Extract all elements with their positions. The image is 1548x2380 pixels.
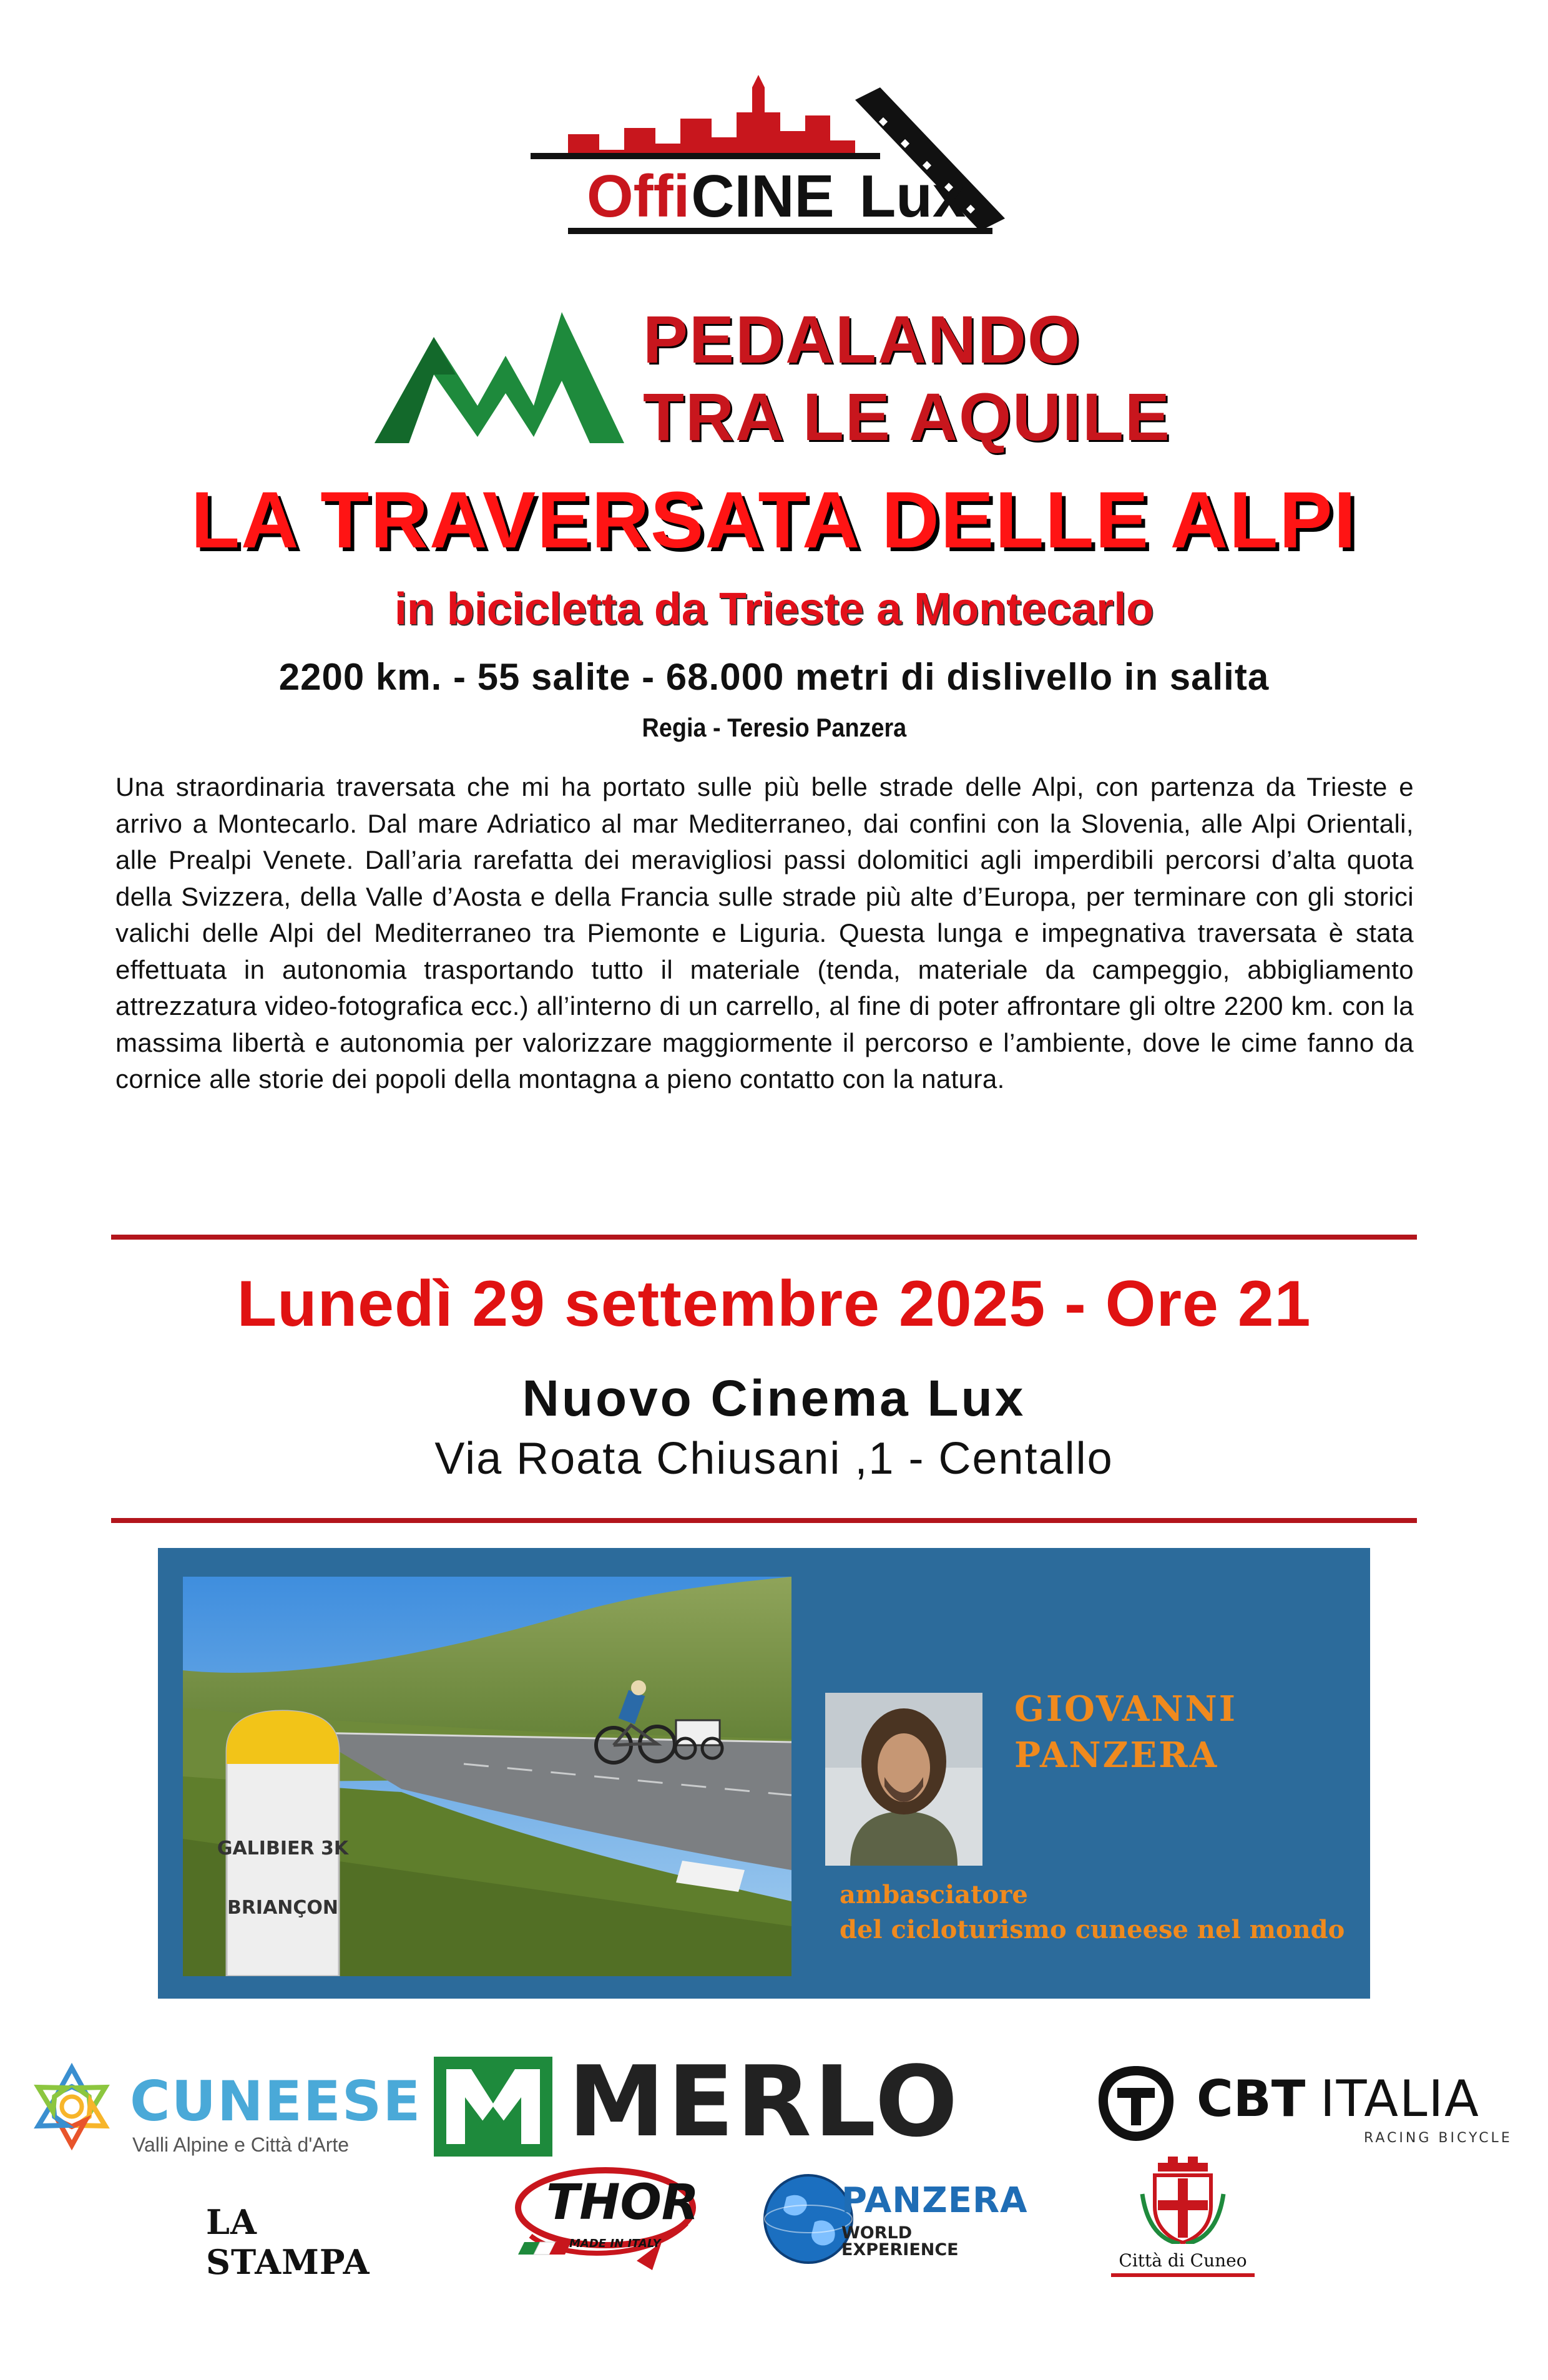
subtitle: in bicicletta da Trieste a Montecarlo — [394, 584, 1154, 634]
sponsor-la-stampa — [206, 2202, 418, 2282]
italia-wordmark: ITALIA — [1320, 2070, 1480, 2128]
cbt-wordmark: CBT — [1197, 2070, 1306, 2128]
brand-officine: Offi — [587, 163, 690, 230]
venue-address: Via Roata Chiusani ,1 - Centallo — [434, 1434, 1114, 1484]
city-coat-of-arms-icon — [1139, 2157, 1227, 2244]
panzera-wordmark: PANZERA — [841, 2180, 1028, 2221]
alpine-road-illustration — [183, 1577, 791, 1976]
portrait-photo — [825, 1693, 982, 1866]
person-portrait-illustration — [825, 1693, 982, 1866]
divider-top — [111, 1235, 1417, 1240]
cuneese-wordmark: CUNEESE — [130, 2069, 422, 2133]
mandala-flower-icon — [25, 2060, 119, 2153]
cbt-shield-icon — [1095, 2063, 1177, 2144]
description: Una straordinaria traversata che mi ha portato sulle più belle strade delle Alpi, con partenza da Trieste e arrivo a Montecarlo. Dal mare Adriatico al mar Mediterraneo, dai confini con la Slovenia, alle Alpi Orientali, alle Prealpi Venete. Dall’aria rarefatta dei meravigliosi passi dolomitici agli imperdibili percorsi d’alta quota della Svizzera, della Valle d’Aosta e della Francia sulle strade più alte d’Europa, per terminare con gli storici valichi delle Alpi del Mediterraneo tra Piemonte e Liguria. Questa lunga e impegnativa traversata è stata effettuata in autonomia trasportando tutto il materiale (tenda, materiale da campeggio, abbigliamento attrezzatura video-fotografica ecc.) all’interno di un carrello, al fine di poter affrontare gli oltre 2200 km. con la massima libertà e autonomia per valorizzare maggiormente il percorso e l’ambiente, dove le cime fanno da cornice alle storie dei popoli della montagna a pieno contatto con la natura. — [115, 772, 1414, 1094]
promo-panel — [158, 1548, 1370, 1999]
film-logo — [375, 300, 1186, 456]
event-datetime: Lunedì 29 settembre 2025 - Ore 21 — [237, 1268, 1311, 1340]
sponsor-citta-di-cuneo — [1105, 2157, 1261, 2285]
person-role-line1: ambasciatore — [840, 1880, 1028, 1909]
sponsor-cbt-italia — [1095, 2063, 1526, 2144]
milestone-line1: GALIBIER 3K — [217, 1838, 349, 1859]
trip-stats: 2200 km. - 55 salite - 68.000 metri di dislivello in salita — [278, 656, 1270, 698]
mountain-icon — [375, 312, 624, 443]
sponsor-thor — [512, 2161, 699, 2273]
page-title: LA TRAVERSATA DELLE ALPI — [190, 476, 1358, 565]
thor-tagline: MADE IN ITALY — [569, 2237, 661, 2250]
cuneese-tagline: Valli Alpine e Città d'Arte — [132, 2133, 350, 2156]
director-credit-text: Regia - Teresio Panzera — [642, 713, 906, 742]
brand-lux: Lux — [859, 163, 966, 230]
panzera-tagline: WORLD EXPERIENCE — [841, 2223, 959, 2260]
film-logo-line2: TRA LE AQUILE — [643, 379, 1171, 454]
sponsor-cuneese — [25, 2054, 422, 2166]
venue-name: Nuovo Cinema Lux — [522, 1370, 1026, 1427]
person-name-line1: GIOVANNI — [1014, 1688, 1237, 1730]
thor-wordmark: THOR — [546, 2175, 699, 2231]
cbt-tagline: RACING BICYCLE — [1364, 2130, 1512, 2146]
sponsor-panzera — [762, 2172, 1028, 2266]
merlo-mark-icon — [434, 2057, 559, 2157]
divider-bottom — [111, 1518, 1417, 1523]
cyclist-photo — [183, 1577, 791, 1976]
brand-cine: CINE — [691, 163, 835, 230]
cuneo-label: Città di Cuneo — [1111, 2250, 1255, 2277]
officine-lux-logo — [531, 75, 1017, 243]
director-credit — [0, 713, 1548, 743]
person-name-line2: PANZERA — [1014, 1735, 1219, 1776]
lastampa-wordmark: LA STAMPA — [206, 2202, 370, 2282]
merlo-wordmark: MERLO — [568, 2045, 961, 2158]
film-logo-line1: PEDALANDO — [643, 301, 1082, 377]
sponsor-merlo — [434, 2045, 1014, 2158]
person-role-line2: del cicloturismo cuneese nel mondo — [840, 1915, 1345, 1944]
milestone-line2: BRIANÇON — [227, 1897, 339, 1919]
